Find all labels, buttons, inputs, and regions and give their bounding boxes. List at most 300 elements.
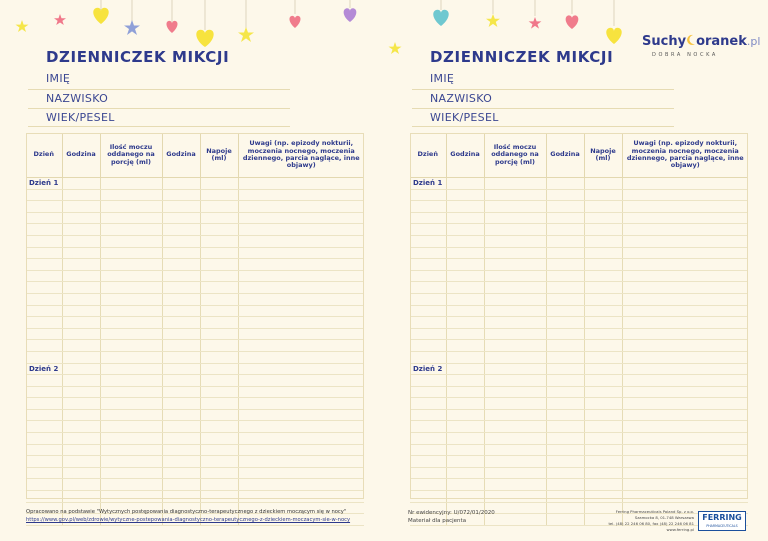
entry-cell[interactable] (200, 317, 238, 329)
heart-icon (433, 10, 448, 26)
entry-cell[interactable] (584, 282, 622, 294)
name-field-line[interactable] (412, 89, 674, 90)
entry-cell[interactable] (200, 491, 238, 503)
entry-cell[interactable] (446, 305, 484, 317)
entry-cell[interactable] (446, 398, 484, 410)
entry-cell[interactable] (446, 212, 484, 224)
entry-cell[interactable] (446, 375, 484, 387)
entry-cell[interactable] (238, 433, 364, 445)
entry-cell[interactable] (100, 259, 162, 271)
entry-cell[interactable] (546, 293, 584, 305)
entry-cell[interactable] (546, 444, 584, 456)
entry-cell[interactable] (200, 386, 238, 398)
entry-cell[interactable] (446, 293, 484, 305)
entry-cell[interactable] (546, 328, 584, 340)
entry-cell[interactable] (162, 270, 200, 282)
entry-cell[interactable] (584, 317, 622, 329)
entry-cell[interactable] (62, 444, 100, 456)
entry-cell[interactable] (546, 363, 584, 375)
entry-cell[interactable] (622, 189, 748, 201)
entry-cell[interactable] (584, 386, 622, 398)
entry-cell[interactable] (622, 375, 748, 387)
entry-cell[interactable] (622, 305, 748, 317)
entry-cell[interactable] (238, 235, 364, 247)
entry-cell[interactable] (62, 479, 100, 491)
entry-cell[interactable] (622, 421, 748, 433)
entry-cell[interactable] (100, 293, 162, 305)
entry-cell[interactable] (622, 178, 748, 190)
entry-cell[interactable] (622, 212, 748, 224)
day-cell (26, 247, 62, 259)
entry-cell[interactable] (546, 201, 584, 213)
entry-cell[interactable] (546, 351, 584, 363)
entry-cell[interactable] (162, 178, 200, 190)
entry-cell[interactable] (238, 259, 364, 271)
entry-cell[interactable] (200, 235, 238, 247)
entry-cell[interactable] (484, 351, 546, 363)
entry-cell[interactable] (62, 467, 100, 479)
entry-cell[interactable] (100, 421, 162, 433)
entry-cell[interactable] (622, 444, 748, 456)
entry-cell[interactable] (162, 189, 200, 201)
entry-cell[interactable] (238, 444, 364, 456)
entry-cell[interactable] (162, 224, 200, 236)
day-cell (410, 212, 446, 224)
table-row (410, 224, 748, 236)
entry-cell[interactable] (238, 212, 364, 224)
entry-cell[interactable] (446, 235, 484, 247)
entry-cell[interactable] (584, 212, 622, 224)
entry-cell[interactable] (200, 259, 238, 271)
entry-cell[interactable] (162, 305, 200, 317)
entry-cell[interactable] (100, 282, 162, 294)
entry-cell[interactable] (162, 444, 200, 456)
entry-cell[interactable] (238, 456, 364, 468)
entry-cell[interactable] (162, 433, 200, 445)
entry-cell[interactable] (546, 178, 584, 190)
entry-cell[interactable] (62, 305, 100, 317)
entry-cell[interactable] (546, 282, 584, 294)
entry-cell[interactable] (546, 189, 584, 201)
entry-cell[interactable] (162, 340, 200, 352)
entry-cell[interactable] (622, 386, 748, 398)
entry-cell[interactable] (162, 421, 200, 433)
entry-cell[interactable] (162, 282, 200, 294)
age-pesel-field-line[interactable] (28, 126, 290, 127)
entry-cell[interactable] (584, 491, 622, 503)
entry-cell[interactable] (62, 201, 100, 213)
entry-cell[interactable] (62, 282, 100, 294)
entry-cell[interactable] (446, 444, 484, 456)
entry-cell[interactable] (100, 386, 162, 398)
entry-cell[interactable] (238, 247, 364, 259)
entry-cell[interactable] (238, 479, 364, 491)
entry-cell[interactable] (484, 375, 546, 387)
entry-cell[interactable] (484, 201, 546, 213)
entry-cell[interactable] (546, 491, 584, 503)
name-field-line[interactable] (28, 89, 290, 90)
entry-cell[interactable] (100, 409, 162, 421)
entry-cell[interactable] (200, 456, 238, 468)
surname-field-line[interactable] (28, 108, 290, 109)
entry-cell[interactable] (62, 433, 100, 445)
entry-cell[interactable] (200, 212, 238, 224)
entry-cell[interactable] (62, 375, 100, 387)
entry-cell[interactable] (200, 340, 238, 352)
entry-cell[interactable] (200, 305, 238, 317)
entry-cell[interactable] (622, 340, 748, 352)
entry-cell[interactable] (238, 328, 364, 340)
entry-cell[interactable] (546, 456, 584, 468)
entry-cell[interactable] (100, 201, 162, 213)
entry-cell[interactable] (446, 247, 484, 259)
entry-cell[interactable] (546, 375, 584, 387)
entry-cell[interactable] (622, 235, 748, 247)
entry-cell[interactable] (584, 398, 622, 410)
entry-cell[interactable] (584, 479, 622, 491)
entry-cell[interactable] (238, 363, 364, 375)
entry-cell[interactable] (62, 178, 100, 190)
entry-cell[interactable] (584, 305, 622, 317)
entry-cell[interactable] (446, 201, 484, 213)
entry-cell[interactable] (446, 409, 484, 421)
column-header-time-2: Godzina (546, 133, 584, 178)
entry-cell[interactable] (484, 479, 546, 491)
entry-cell[interactable] (446, 340, 484, 352)
entry-cell[interactable] (584, 247, 622, 259)
entry-cell[interactable] (484, 386, 546, 398)
entry-cell[interactable] (546, 305, 584, 317)
entry-cell[interactable] (584, 328, 622, 340)
entry-cell[interactable] (584, 467, 622, 479)
entry-cell[interactable] (446, 317, 484, 329)
entry-cell[interactable] (546, 247, 584, 259)
entry-cell[interactable] (200, 282, 238, 294)
entry-cell[interactable] (546, 340, 584, 352)
entry-cell[interactable] (100, 491, 162, 503)
entry-cell[interactable] (546, 270, 584, 282)
entry-cell[interactable] (546, 235, 584, 247)
entry-cell[interactable] (200, 247, 238, 259)
entry-cell[interactable] (62, 235, 100, 247)
entry-cell[interactable] (446, 421, 484, 433)
entry-cell[interactable] (622, 491, 748, 503)
entry-cell[interactable] (584, 375, 622, 387)
entry-cell[interactable] (62, 398, 100, 410)
entry-cell[interactable] (584, 201, 622, 213)
entry-cell[interactable] (100, 178, 162, 190)
entry-cell[interactable] (238, 270, 364, 282)
entry-cell[interactable] (162, 293, 200, 305)
entry-cell[interactable] (446, 259, 484, 271)
entry-cell[interactable] (622, 409, 748, 421)
entry-cell[interactable] (584, 235, 622, 247)
entry-cell[interactable] (446, 270, 484, 282)
entry-cell[interactable] (238, 351, 364, 363)
entry-cell[interactable] (484, 328, 546, 340)
entry-cell[interactable] (484, 467, 546, 479)
entry-cell[interactable] (62, 317, 100, 329)
entry-cell[interactable] (200, 479, 238, 491)
entry-cell[interactable] (584, 189, 622, 201)
entry-cell[interactable] (238, 224, 364, 236)
entry-cell[interactable] (62, 340, 100, 352)
entry-cell[interactable] (622, 351, 748, 363)
entry-cell[interactable] (446, 351, 484, 363)
entry-cell[interactable] (238, 491, 364, 503)
entry-cell[interactable] (162, 398, 200, 410)
entry-cell[interactable] (200, 444, 238, 456)
entry-cell[interactable] (584, 259, 622, 271)
entry-cell[interactable] (100, 328, 162, 340)
entry-cell[interactable] (200, 398, 238, 410)
entry-cell[interactable] (200, 421, 238, 433)
entry-cell[interactable] (62, 351, 100, 363)
entry-cell[interactable] (100, 247, 162, 259)
entry-cell[interactable] (200, 293, 238, 305)
entry-cell[interactable] (100, 317, 162, 329)
entry-cell[interactable] (622, 224, 748, 236)
entry-cell[interactable] (584, 433, 622, 445)
entry-cell[interactable] (546, 398, 584, 410)
entry-cell[interactable] (546, 433, 584, 445)
entry-cell[interactable] (162, 259, 200, 271)
entry-cell[interactable] (100, 351, 162, 363)
entry-cell[interactable] (238, 421, 364, 433)
entry-cell[interactable] (484, 259, 546, 271)
entry-cell[interactable] (546, 502, 584, 514)
entry-cell[interactable] (62, 224, 100, 236)
entry-cell[interactable] (238, 178, 364, 190)
entry-cell[interactable] (200, 351, 238, 363)
entry-cell[interactable] (622, 467, 748, 479)
entry-cell[interactable] (162, 456, 200, 468)
entry-cell[interactable] (446, 328, 484, 340)
table-row (410, 398, 748, 410)
entry-cell[interactable] (200, 201, 238, 213)
entry-cell[interactable] (622, 247, 748, 259)
entry-cell[interactable] (238, 293, 364, 305)
entry-cell[interactable] (446, 491, 484, 503)
entry-cell[interactable] (546, 514, 584, 526)
entry-cell[interactable] (62, 421, 100, 433)
entry-cell[interactable] (484, 247, 546, 259)
entry-cell[interactable] (62, 491, 100, 503)
entry-cell[interactable] (100, 456, 162, 468)
entry-cell[interactable] (584, 293, 622, 305)
entry-cell[interactable] (162, 201, 200, 213)
entry-cell[interactable] (622, 293, 748, 305)
entry-cell[interactable] (446, 467, 484, 479)
entry-cell[interactable] (162, 317, 200, 329)
entry-cell[interactable] (622, 433, 748, 445)
entry-cell[interactable] (484, 398, 546, 410)
entry-cell[interactable] (484, 340, 546, 352)
entry-cell[interactable] (484, 282, 546, 294)
entry-cell[interactable] (484, 178, 546, 190)
table-row (26, 467, 364, 479)
table-row (410, 201, 748, 213)
entry-cell[interactable] (622, 201, 748, 213)
entry-cell[interactable] (484, 409, 546, 421)
entry-cell[interactable] (100, 467, 162, 479)
entry-cell[interactable] (200, 467, 238, 479)
age-pesel-field-line[interactable] (412, 126, 674, 127)
entry-cell[interactable] (584, 178, 622, 190)
entry-cell[interactable] (200, 189, 238, 201)
entry-cell[interactable] (100, 189, 162, 201)
entry-cell[interactable] (622, 282, 748, 294)
entry-cell[interactable] (100, 479, 162, 491)
entry-cell[interactable] (622, 456, 748, 468)
entry-cell[interactable] (446, 456, 484, 468)
entry-cell[interactable] (446, 178, 484, 190)
entry-cell[interactable] (200, 178, 238, 190)
entry-cell[interactable] (200, 224, 238, 236)
entry-cell[interactable] (62, 456, 100, 468)
entry-cell[interactable] (162, 375, 200, 387)
entry-cell[interactable] (162, 479, 200, 491)
entry-cell[interactable] (446, 479, 484, 491)
entry-cell[interactable] (62, 363, 100, 375)
entry-cell[interactable] (238, 386, 364, 398)
entry-cell[interactable] (162, 386, 200, 398)
entry-cell[interactable] (100, 375, 162, 387)
entry-cell[interactable] (484, 212, 546, 224)
entry-cell[interactable] (62, 293, 100, 305)
column-header-day: Dzień (26, 133, 62, 178)
entry-cell[interactable] (162, 247, 200, 259)
entry-cell[interactable] (484, 189, 546, 201)
entry-cell[interactable] (446, 282, 484, 294)
entry-cell[interactable] (100, 305, 162, 317)
entry-cell[interactable] (238, 409, 364, 421)
entry-cell[interactable] (162, 467, 200, 479)
entry-cell[interactable] (546, 467, 584, 479)
entry-cell[interactable] (446, 433, 484, 445)
entry-cell[interactable] (622, 270, 748, 282)
entry-cell[interactable] (546, 317, 584, 329)
column-header-remarks: Uwagi (np. epizody nokturii, moczenia nocnego, moczenia dziennego, parcia naglące, inne objawy) (238, 133, 364, 178)
entry-cell[interactable] (200, 409, 238, 421)
entry-cell[interactable] (484, 224, 546, 236)
entry-cell[interactable] (484, 317, 546, 329)
entry-cell[interactable] (484, 363, 546, 375)
entry-cell[interactable] (584, 444, 622, 456)
entry-cell[interactable] (238, 317, 364, 329)
entry-cell[interactable] (238, 282, 364, 294)
entry-cell[interactable] (622, 479, 748, 491)
entry-cell[interactable] (584, 409, 622, 421)
entry-cell[interactable] (62, 212, 100, 224)
entry-cell[interactable] (584, 270, 622, 282)
entry-cell[interactable] (238, 375, 364, 387)
entry-cell[interactable] (62, 189, 100, 201)
entry-cell[interactable] (446, 189, 484, 201)
entry-cell[interactable] (622, 259, 748, 271)
entry-cell[interactable] (584, 421, 622, 433)
surname-field-line[interactable] (412, 108, 674, 109)
entry-cell[interactable] (546, 409, 584, 421)
entry-cell[interactable] (546, 259, 584, 271)
entry-cell[interactable] (584, 363, 622, 375)
entry-cell[interactable] (162, 212, 200, 224)
entry-cell[interactable] (546, 479, 584, 491)
entry-cell[interactable] (162, 363, 200, 375)
entry-cell[interactable] (622, 328, 748, 340)
entry-cell[interactable] (100, 398, 162, 410)
entry-cell[interactable] (484, 421, 546, 433)
day-cell (410, 328, 446, 340)
entry-cell[interactable] (622, 398, 748, 410)
entry-cell[interactable] (484, 305, 546, 317)
entry-cell[interactable] (546, 421, 584, 433)
entry-cell[interactable] (484, 491, 546, 503)
entry-cell[interactable] (200, 433, 238, 445)
entry-cell[interactable] (484, 444, 546, 456)
entry-cell[interactable] (484, 293, 546, 305)
entry-cell[interactable] (238, 189, 364, 201)
entry-cell[interactable] (100, 235, 162, 247)
entry-cell[interactable] (546, 386, 584, 398)
entry-cell[interactable] (484, 456, 546, 468)
entry-cell[interactable] (62, 259, 100, 271)
entry-cell[interactable] (584, 224, 622, 236)
entry-cell[interactable] (62, 270, 100, 282)
entry-cell[interactable] (584, 456, 622, 468)
entry-cell[interactable] (584, 351, 622, 363)
entry-cell[interactable] (446, 224, 484, 236)
entry-cell[interactable] (62, 386, 100, 398)
entry-cell[interactable] (484, 270, 546, 282)
entry-cell[interactable] (200, 270, 238, 282)
entry-cell[interactable] (162, 235, 200, 247)
entry-cell[interactable] (162, 491, 200, 503)
entry-cell[interactable] (100, 270, 162, 282)
entry-cell[interactable] (62, 247, 100, 259)
entry-cell[interactable] (100, 340, 162, 352)
entry-cell[interactable] (546, 224, 584, 236)
entry-cell[interactable] (100, 212, 162, 224)
entry-cell[interactable] (162, 409, 200, 421)
footnote-link[interactable]: https://www.gov.pl/web/zdrowie/wytyczne-postepowania-diagnostyczno-terapeutycznego-z-dzieckiem-moczacym-sie-w-nocy (26, 516, 351, 523)
entry-cell[interactable] (200, 363, 238, 375)
entry-cell[interactable] (100, 444, 162, 456)
entry-cell[interactable] (162, 351, 200, 363)
entry-cell[interactable] (62, 409, 100, 421)
entry-cell[interactable] (484, 235, 546, 247)
entry-cell[interactable] (622, 317, 748, 329)
entry-cell[interactable] (238, 340, 364, 352)
entry-cell[interactable] (200, 328, 238, 340)
entry-cell[interactable] (584, 340, 622, 352)
entry-cell[interactable] (238, 305, 364, 317)
entry-cell[interactable] (100, 433, 162, 445)
entry-cell[interactable] (62, 328, 100, 340)
entry-cell[interactable] (238, 467, 364, 479)
entry-cell[interactable] (238, 201, 364, 213)
entry-cell[interactable] (200, 375, 238, 387)
entry-cell[interactable] (446, 386, 484, 398)
entry-cell[interactable] (622, 363, 748, 375)
entry-cell[interactable] (238, 398, 364, 410)
entry-cell[interactable] (546, 212, 584, 224)
entry-cell[interactable] (484, 433, 546, 445)
entry-cell[interactable] (162, 328, 200, 340)
entry-cell[interactable] (100, 363, 162, 375)
entry-cell[interactable] (446, 363, 484, 375)
entry-cell[interactable] (100, 224, 162, 236)
